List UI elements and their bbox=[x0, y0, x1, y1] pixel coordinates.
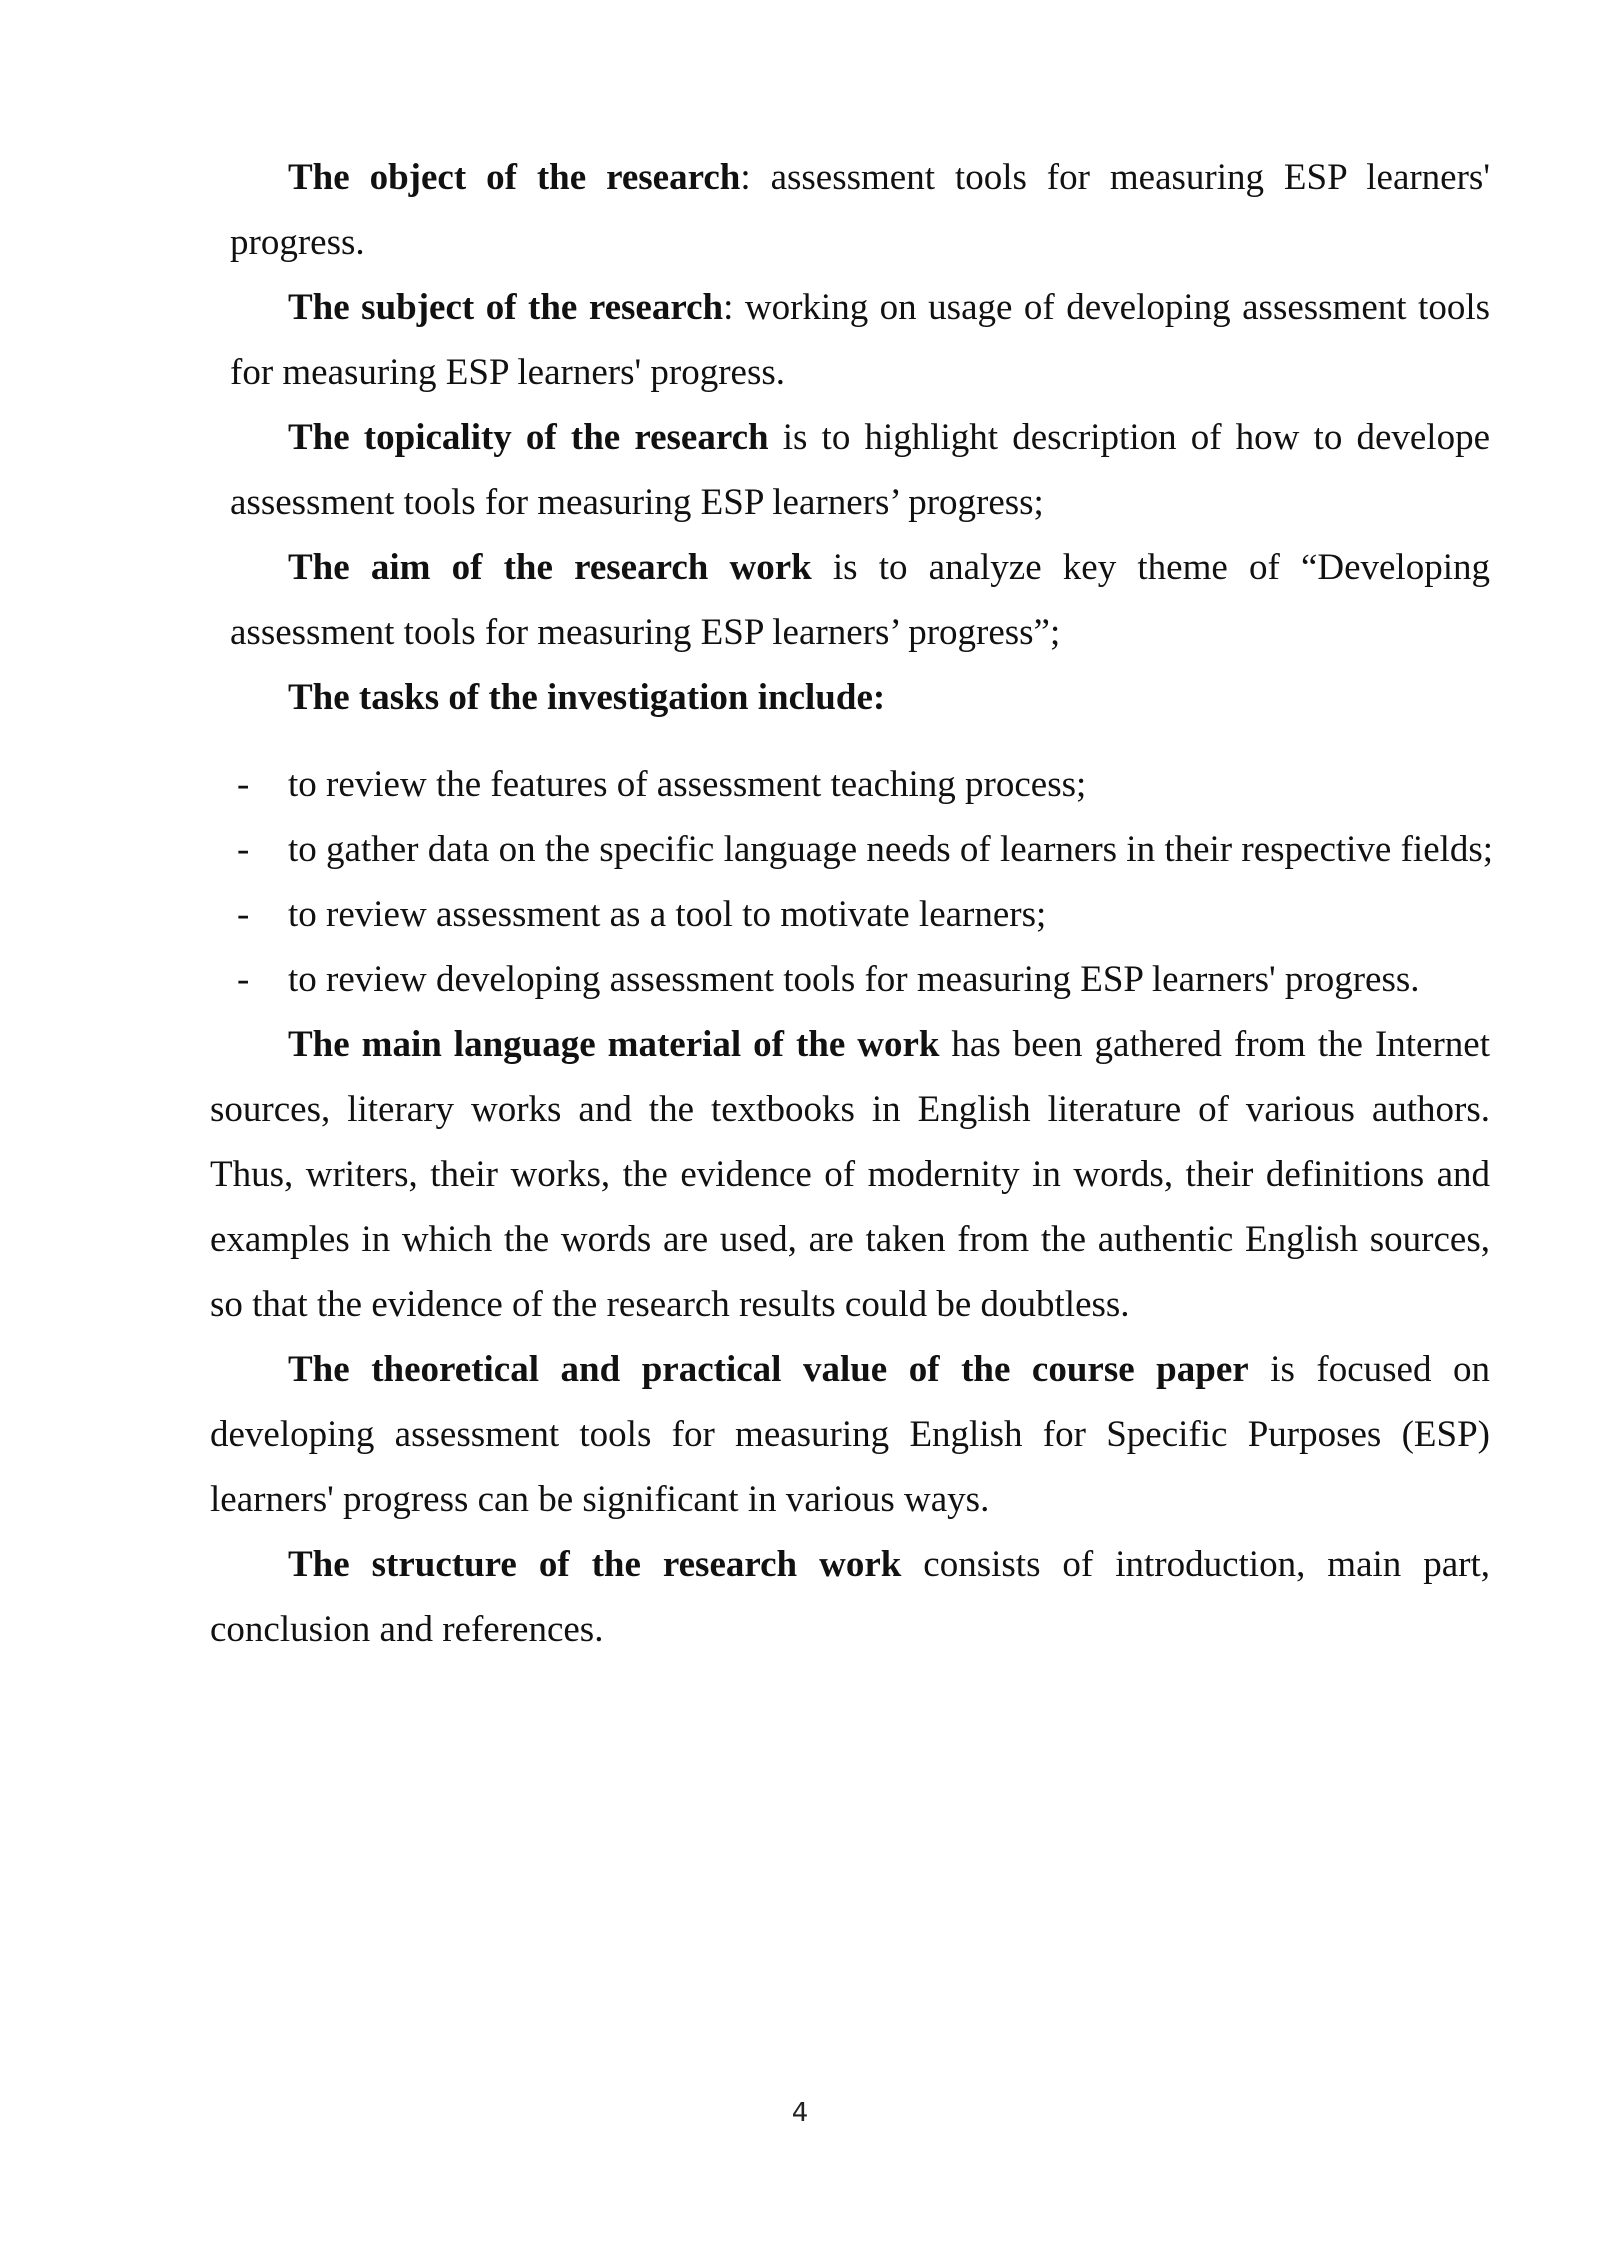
paragraph-object-label: The object of the research bbox=[288, 157, 741, 198]
paragraph-material-text: has been gathered from the Internet sources, literary works and the textbooks in English literature of various authors. Thus, writers, their works, the evidence of modernity in words, their definitions and examples in which the words are used, are taken from the authentic English sources, so that the evidence of the research results could be doubtless. bbox=[210, 1024, 1490, 1325]
paragraph-aim bbox=[210, 535, 1490, 665]
paragraph-aim-label: The aim of the research work bbox=[288, 547, 812, 588]
bullet-dash: - bbox=[237, 959, 250, 1000]
list-item-text: to review developing assessment tools for measuring ESP learners' progress. bbox=[288, 959, 1420, 1000]
paragraph-value-label: The theoretical and practical value of the course paper bbox=[288, 1349, 1249, 1390]
paragraph-topicality-text: is to highlight description of how to develope assessment tools for measuring ESP learners’ progress; bbox=[230, 417, 1490, 523]
paragraph-subject-label: The subject of the research bbox=[288, 287, 724, 328]
list-item bbox=[210, 882, 1490, 947]
paragraph-material-label: The main language material of the work bbox=[288, 1024, 940, 1065]
list-item-text: to review assessment as a tool to motivate learners; bbox=[288, 894, 1047, 935]
bullet-dash: - bbox=[237, 829, 250, 870]
list-item bbox=[210, 817, 1494, 882]
page-number: 4 bbox=[791, 2098, 809, 2128]
list-item bbox=[210, 947, 1490, 1012]
list-item bbox=[210, 752, 1490, 817]
paragraph-object bbox=[210, 145, 1490, 275]
paragraph-structure bbox=[210, 1532, 1490, 1662]
paragraph-object-text: : assessment tools for measuring ESP learners' progress. bbox=[230, 157, 1490, 263]
paragraph-subject-text: : working on usage of developing assessment tools for measuring ESP learners' progress. bbox=[230, 287, 1490, 393]
paragraph-material bbox=[210, 1012, 1490, 1337]
paragraph-structure-text: consists of introduction, main part, conclusion and references. bbox=[210, 1544, 1491, 1650]
list-item-text: to review the features of assessment teaching process; bbox=[288, 764, 1087, 805]
paragraph-value bbox=[210, 1337, 1490, 1532]
tasks-heading-text: The tasks of the investigation include: bbox=[288, 677, 886, 718]
page-body bbox=[210, 145, 1494, 1662]
list-item-text: to gather data on the specific language needs of learners in their respective fields; bbox=[288, 829, 1494, 870]
bullet-dash: - bbox=[237, 764, 250, 805]
paragraph-aim-text: is to analyze key theme of “Developing assessment tools for measuring ESP learners’ progress”; bbox=[230, 547, 1490, 653]
bullet-dash: - bbox=[237, 894, 250, 935]
paragraph-topicality-label: The topicality of the research bbox=[288, 417, 769, 458]
paragraph-subject bbox=[210, 275, 1490, 405]
paragraph-value-text: is focused on developing assessment tools for measuring English for Specific Purposes (ESP) learners' progress can be significant in various ways. bbox=[210, 1349, 1490, 1520]
tasks-heading bbox=[210, 665, 1490, 730]
paragraph-structure-label: The structure of the research work bbox=[288, 1544, 902, 1585]
paragraph-topicality bbox=[210, 405, 1490, 535]
tasks-list bbox=[210, 752, 1494, 1012]
